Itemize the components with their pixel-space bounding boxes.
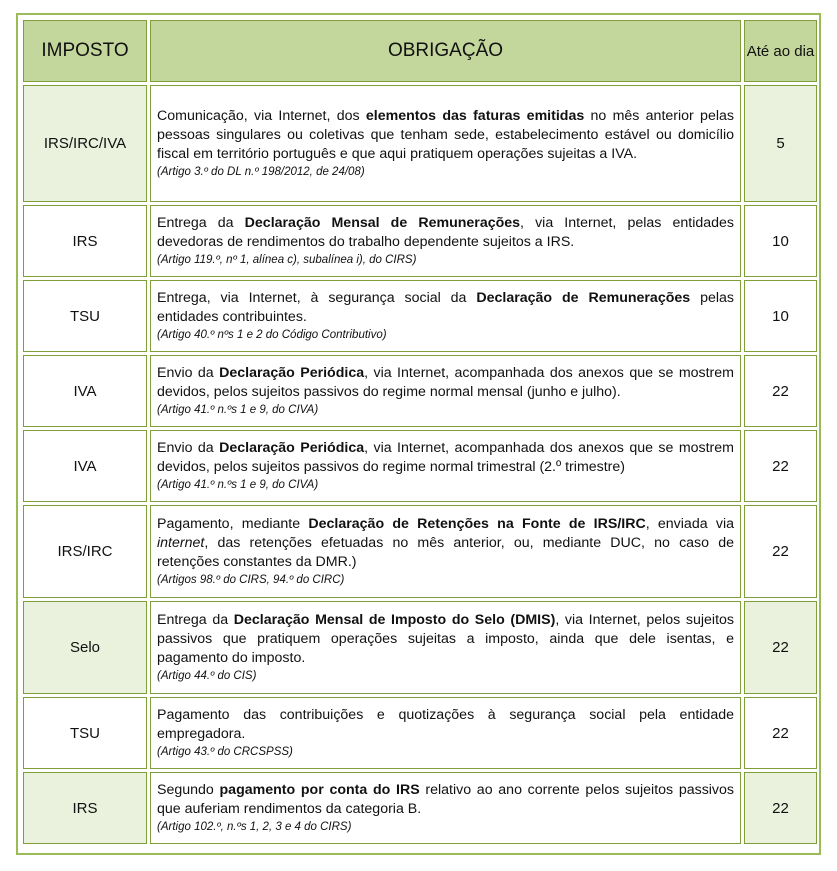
obrigacao-bold: Declaração Mensal de Imposto do Selo (DMIS) <box>233 612 556 628</box>
cell-obrigacao <box>150 430 741 502</box>
obrigacao-text: Comunicação, via Internet, dos <box>157 108 366 124</box>
obrigacao-bold: Declaração Mensal de Remunerações <box>244 215 521 231</box>
legal-reference: (Artigo 3.º do DL n.º 198/2012, de 24/08) <box>157 166 365 178</box>
cell-obrigacao <box>150 697 741 769</box>
table-row <box>23 772 817 844</box>
obrigacao-text: pelas entidades contribuintes. <box>157 290 734 325</box>
obrigacao-bold: elementos das faturas emitidas <box>365 108 585 124</box>
cell-imposto: TSU <box>23 280 147 352</box>
obrigacao-text: Segundo <box>157 782 220 798</box>
obligations-table-frame <box>16 13 821 855</box>
obrigacao-bold: pagamento por conta do IRS <box>219 782 420 798</box>
cell-imposto: IRS <box>23 205 147 277</box>
table-row <box>23 601 817 694</box>
cell-imposto: IVA <box>23 430 147 502</box>
obrigacao-text: , via Internet, acompanhada dos anexos que se mostrem devidos, pelos sujeitos passivos do regime normal trimestral (2.º trimestre) <box>157 440 734 475</box>
cell-imposto: IRS/IRC <box>23 505 147 598</box>
table-row <box>23 430 817 502</box>
header-obrigacao: OBRIGAÇÃO <box>150 20 741 82</box>
obrigacao-italic: internet <box>157 535 205 551</box>
cell-imposto: Selo <box>23 601 147 694</box>
cell-dia: 22 <box>744 505 817 598</box>
obrigacao-text: relativo ao ano corrente pelos sujeitos passivos que auferiam rendimentos da categoria B. <box>157 782 735 817</box>
obrigacao-text: Pagamento das contribuições e quotizações à segurança social pela entidade empregadora. <box>157 707 734 742</box>
obrigacao-text: no mês anterior pelas pessoas singulares ou coletivas que tenham sede, estabelecimento estável ou domicílio fiscal em território português e que aqui pratiquem operações sujeitas a IVA. <box>157 108 734 162</box>
table-row <box>23 505 817 598</box>
obrigacao-bold: Declaração Periódica <box>219 440 365 456</box>
cell-dia: 10 <box>744 205 817 277</box>
obrigacao-text: , via Internet, acompanhada dos anexos que se mostrem devidos, pelos sujeitos passivos do regime normal mensal (junho e julho). <box>157 365 734 400</box>
legal-reference: (Artigos 98.º do CIRS, 94.º do CIRC) <box>157 574 345 586</box>
obrigacao-text: , via Internet, pelos sujeitos passivos que pratiquem operações sujeitas a imposto, ainda que dele isentas, e pagamento do imposto. <box>157 612 735 666</box>
cell-imposto: IVA <box>23 355 147 427</box>
cell-dia: 10 <box>744 280 817 352</box>
table-row <box>23 205 817 277</box>
legal-reference: (Artigo 43.º do CRCSPSS) <box>157 746 293 758</box>
cell-obrigacao <box>150 205 741 277</box>
obrigacao-text: Entrega, via Internet, à segurança social da <box>157 290 477 306</box>
cell-obrigacao <box>150 601 741 694</box>
header-imposto: IMPOSTO <box>23 20 147 82</box>
obrigacao-bold: Declaração Periódica <box>219 365 365 381</box>
obrigacao-text: , via Internet, pelas entidades devedoras de rendimentos do trabalho dependente sujeitos a IRS. <box>157 215 734 250</box>
legal-reference: (Artigo 41.º n.ºs 1 e 9, do CIVA) <box>157 479 319 491</box>
cell-imposto: IRS/IRC/IVA <box>23 85 147 202</box>
obrigacao-text: Envio da <box>157 365 220 381</box>
obrigacao-text: Pagamento, mediante <box>157 516 309 532</box>
obrigacao-text: , das retenções efetuadas no mês anterior, ou, mediante DUC, no caso de retenções constantes da DMR.) <box>157 535 734 570</box>
legal-reference: (Artigo 40.º nºs 1 e 2 do Código Contributivo) <box>157 329 387 341</box>
obrigacao-bold: Declaração de Retenções na Fonte de IRS/IRC <box>308 516 646 532</box>
legal-reference: (Artigo 44.º do CIS) <box>157 670 257 682</box>
obrigacao-text: Envio da <box>157 440 220 456</box>
cell-dia: 22 <box>744 430 817 502</box>
cell-dia: 22 <box>744 355 817 427</box>
obrigacao-bold: Declaração de Remunerações <box>476 290 691 306</box>
cell-dia: 22 <box>744 772 817 844</box>
table-row <box>23 280 817 352</box>
obrigacao-text: Entrega da <box>157 215 245 231</box>
cell-dia: 22 <box>744 697 817 769</box>
header-ate-ao-dia: Até ao dia <box>744 20 817 82</box>
cell-imposto: TSU <box>23 697 147 769</box>
cell-obrigacao <box>150 280 741 352</box>
cell-dia: 5 <box>744 85 817 202</box>
cell-dia: 22 <box>744 601 817 694</box>
cell-obrigacao <box>150 85 741 202</box>
legal-reference: (Artigo 119.º, nº 1, alínea c), subalínea i), do CIRS) <box>157 254 417 266</box>
cell-obrigacao <box>150 355 741 427</box>
obrigacao-text: Entrega da <box>157 612 234 628</box>
legal-reference: (Artigo 102.º, n.ºs 1, 2, 3 e 4 do CIRS) <box>157 821 352 833</box>
table-row <box>23 355 817 427</box>
obligations-table <box>20 17 820 847</box>
cell-obrigacao <box>150 505 741 598</box>
cell-obrigacao <box>150 772 741 844</box>
table-row <box>23 85 817 202</box>
table-row <box>23 697 817 769</box>
obrigacao-text: , enviada via <box>645 516 734 532</box>
legal-reference: (Artigo 41.º n.ºs 1 e 9, do CIVA) <box>157 404 319 416</box>
cell-imposto: IRS <box>23 772 147 844</box>
table-header-row <box>23 20 817 82</box>
